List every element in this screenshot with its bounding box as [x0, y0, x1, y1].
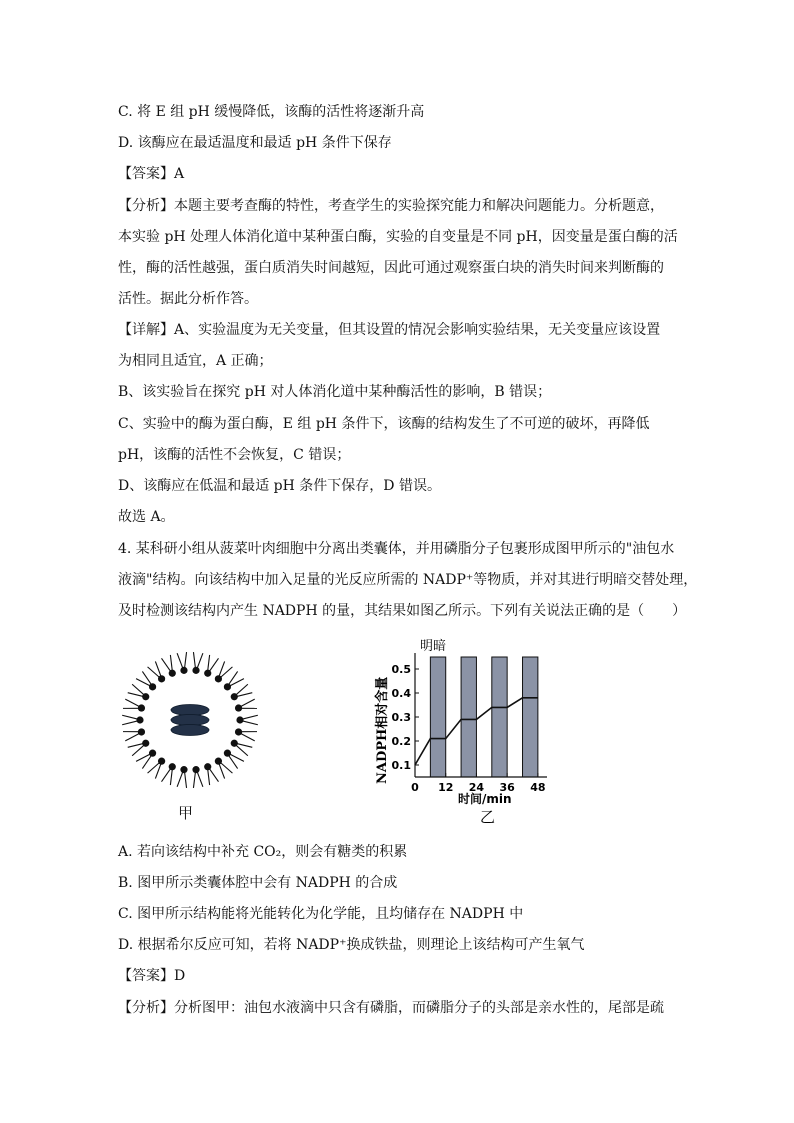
chart-sublabel: 乙: [480, 808, 496, 824]
lipid-head: [142, 740, 149, 747]
lipid-head: [138, 728, 145, 735]
option-b: B. 图甲所示类囊体腔中会有 NADPH 的合成: [118, 875, 398, 891]
lipid-tail: [219, 764, 224, 778]
lipid-head: [235, 728, 242, 735]
lipid-head: [204, 763, 211, 770]
lipid-tail: [208, 770, 210, 785]
phospholipid: [204, 763, 218, 785]
question-line: 液滴"结构。向该结构中加入足量的光反应所需的 NADP⁺等物质，并对其进行明暗交替处理，: [118, 572, 698, 588]
lipid-tail: [125, 734, 139, 741]
lipid-tail: [241, 734, 255, 741]
x-tick-label: 0: [411, 781, 419, 794]
chart-title: 明暗: [420, 639, 447, 654]
lipid-tail: [125, 699, 139, 706]
phospholipid: [161, 655, 175, 677]
lipid-tail: [193, 773, 195, 788]
lipid-head: [158, 758, 165, 765]
x-tick-label: 12: [438, 781, 454, 794]
text-line: pH，该酶的活性不会恢复，C 错误；: [118, 447, 351, 463]
option-c: C. 图甲所示结构能将光能转化为化学能，且均储存在 NADPH 中: [118, 906, 524, 922]
lipid-tail: [177, 653, 182, 667]
lipid-tail: [208, 655, 210, 670]
answer-label: 【答案】A: [118, 166, 185, 182]
lipid-tail: [148, 763, 159, 773]
question-line: 及时检测该结构内产生 NADPH 的量，其结果如图乙所示。下列有关说法正确的是（ ）: [118, 603, 687, 619]
phospholipid: [224, 750, 244, 769]
phospholipid: [215, 661, 233, 682]
thylakoid: [171, 715, 209, 726]
text-line: 性，酶的活性越强，蛋白质消失时间越短，因此可通过观察蛋白块的消失时间来判断酶的: [118, 260, 664, 276]
text-line: C. 将 E 组 pH 缓慢降低，该酶的活性将逐渐升高: [118, 104, 425, 120]
lipid-head: [224, 750, 231, 757]
lipid-tail: [132, 684, 143, 694]
lipid-tail: [185, 773, 187, 788]
lipid-head: [180, 667, 187, 674]
lipid-head: [169, 763, 176, 770]
lipid-head: [180, 766, 187, 773]
lipid-tail: [221, 763, 232, 773]
dark-period-band: [523, 657, 538, 777]
text-line: 故选 A。: [118, 509, 175, 525]
lipid-tail: [155, 661, 160, 675]
text-line: D. 该酶应在最适温度和最适 pH 条件下保存: [118, 135, 392, 151]
y-axis-label: NADPH相对含量: [375, 676, 390, 784]
lipid-head: [236, 716, 243, 723]
question-line: 4. 某科研小组从菠菜叶肉细胞中分离出类囊体，并用磷脂分子包裹形成图甲所示的"油包水: [118, 541, 675, 557]
lipid-head: [192, 766, 199, 773]
phospholipid: [236, 715, 257, 725]
phospholipid: [235, 728, 257, 740]
lipid-tail: [170, 770, 172, 785]
lipid-head: [158, 675, 165, 682]
lipid-tail: [197, 653, 202, 667]
lipid-tail: [193, 652, 195, 667]
lipid-tail: [237, 693, 252, 697]
lipid-head: [231, 740, 238, 747]
lipid-tail: [128, 693, 143, 697]
text-line: 为相同且适宜，A 正确；: [118, 353, 273, 369]
lipid-head: [224, 683, 231, 690]
phospholipid: [128, 684, 150, 700]
y-tick-label: 0.4: [391, 687, 411, 700]
lipid-tail: [177, 772, 182, 786]
text-line: C、实验中的酶为蛋白酶，E 组 pH 条件下，该酶的结构发生了不可逆的破坏，再降低: [118, 416, 650, 432]
figure-a: [120, 650, 260, 790]
lipid-tail: [236, 746, 247, 756]
x-tick-label: 24: [468, 781, 485, 794]
lipid-head: [169, 670, 176, 677]
lipid-head: [215, 675, 222, 682]
text-line: 【分析】分析图甲：油包水液滴中只含有磷脂，而磷脂分子的头部是亲水性的，尾部是疏: [118, 1000, 664, 1016]
dark-period-band: [492, 657, 507, 777]
text-line: 活性。据此分析作答。: [118, 291, 258, 307]
phospholipid: [136, 671, 156, 690]
lipid-tail: [185, 652, 187, 667]
figure-a-label: 甲: [178, 804, 194, 822]
x-axis-label: 时间/min: [458, 792, 512, 806]
figure-b: [368, 634, 568, 824]
lipid-tail: [128, 744, 143, 748]
y-tick-label: 0.5: [391, 663, 411, 676]
dark-period-band: [461, 657, 476, 777]
droplet-diagram: [120, 650, 260, 790]
text-line: 【分析】本题主要考查酶的特性，考查学生的实验探究能力和解决问题能力。分析题意，: [118, 198, 664, 214]
lipid-tail: [219, 661, 224, 675]
phospholipid: [148, 661, 166, 682]
lipid-head: [192, 667, 199, 674]
phospholipid: [177, 652, 187, 674]
x-tick-label: 36: [499, 781, 515, 794]
text-line: 本实验 pH 处理人体消化道中某种蛋白酶，实验的自变量是不同 pH，因变量是蛋白酶的活: [118, 229, 678, 245]
phospholipid: [136, 750, 156, 769]
lipid-head: [142, 693, 149, 700]
lipid-tail: [148, 667, 159, 677]
x-tick-label: 48: [530, 781, 546, 794]
lipid-head: [138, 704, 145, 711]
phospholipid: [122, 715, 143, 725]
thylakoid: [171, 725, 209, 736]
phospholipid: [215, 758, 233, 779]
lipid-tail: [243, 721, 258, 725]
lipid-tail: [122, 721, 137, 725]
phospholipid: [235, 699, 257, 711]
phospholipid: [224, 671, 244, 690]
text-line: B、该实验旨在探究 pH 对人体消化道中某种酶活性的影响，B 错误；: [118, 384, 552, 400]
phospholipid: [231, 740, 253, 756]
lipid-head: [235, 704, 242, 711]
y-tick-label: 0.1: [391, 759, 411, 772]
y-tick-label: 0.3: [391, 711, 411, 724]
text-line: D、该酶应在低温和最适 pH 条件下保存，D 错误。: [118, 478, 441, 494]
lipid-tail: [161, 658, 170, 671]
phospholipid: [231, 684, 253, 700]
lipid-tail: [210, 769, 219, 782]
text-line: 【详解】A、实验温度为无关变量，但其设置的情况会影响实验结果，无关变量应该设置: [118, 322, 661, 338]
lipid-tail: [122, 715, 137, 719]
lipid-tail: [170, 655, 172, 670]
phospholipid: [128, 740, 150, 756]
lipid-tail: [197, 772, 202, 786]
phospholipid: [123, 699, 145, 711]
lipid-head: [231, 693, 238, 700]
lipid-tail: [221, 667, 232, 677]
dark-period-band: [430, 657, 445, 777]
answer-label: 【答案】D: [118, 968, 186, 984]
lipid-tail: [161, 769, 170, 782]
lipid-tail: [132, 746, 143, 756]
lipid-tail: [241, 699, 255, 706]
lipid-tail: [237, 744, 252, 748]
lipid-head: [215, 758, 222, 765]
phospholipid: [192, 652, 202, 674]
phospholipid: [123, 728, 145, 740]
thylakoid: [171, 705, 209, 716]
phospholipid: [161, 763, 175, 785]
nadph-chart: [368, 634, 568, 824]
lipid-tail: [236, 684, 247, 694]
lipid-head: [204, 670, 211, 677]
phospholipid: [204, 655, 218, 677]
phospholipid: [177, 766, 187, 788]
lipid-head: [136, 716, 143, 723]
phospholipid: [148, 758, 166, 779]
lipid-tail: [243, 715, 258, 719]
phospholipid: [192, 766, 202, 788]
y-tick-label: 0.2: [391, 735, 411, 748]
option-a: A. 若向该结构中补充 CO₂，则会有糖类的积累: [118, 844, 408, 860]
lipid-tail: [210, 658, 219, 671]
option-d: D. 根据希尔反应可知，若将 NADP⁺换成铁盐，则理论上该结构可产生氧气: [118, 937, 585, 953]
lipid-head: [149, 750, 156, 757]
lipid-head: [149, 683, 156, 690]
lipid-tail: [155, 764, 160, 778]
